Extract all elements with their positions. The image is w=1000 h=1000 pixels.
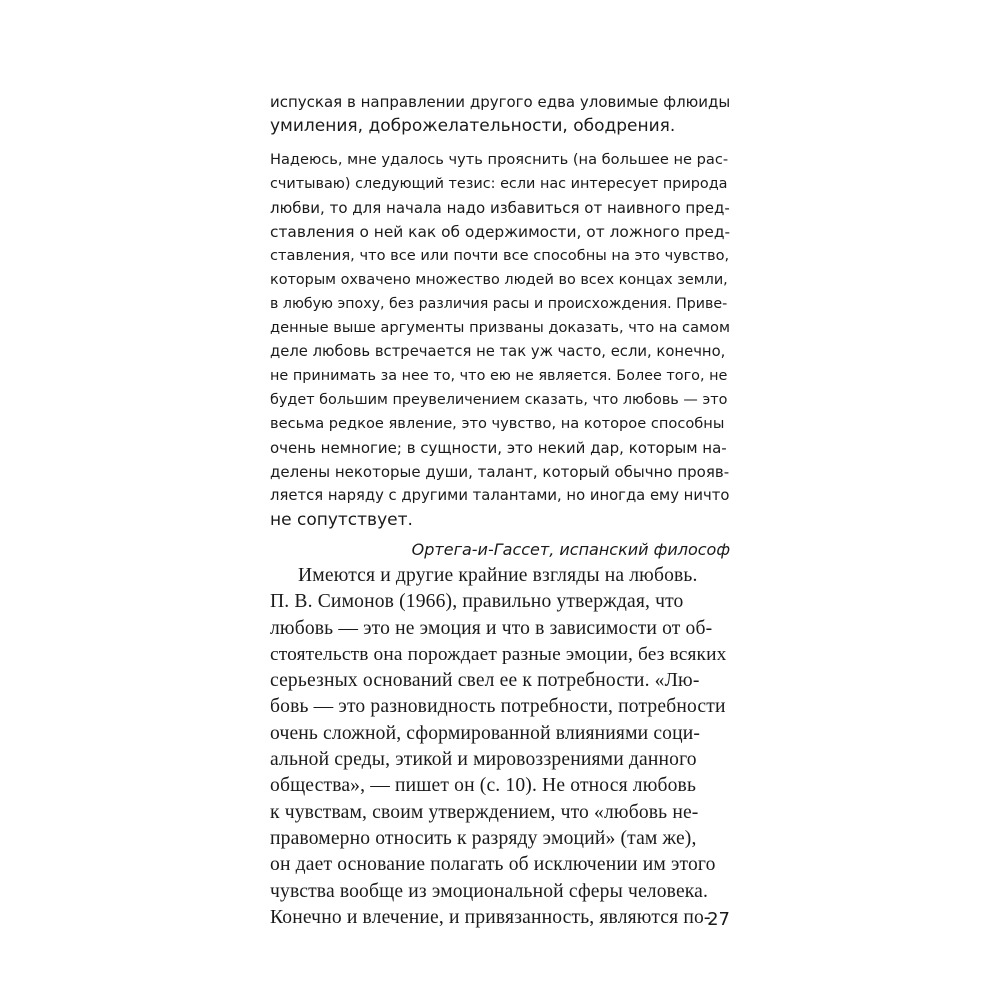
quote-line: очень немногие; в сущности, это некий дар, которым на- xyxy=(270,439,727,457)
quote-line: любви, то для начала надо избавиться от наивного пред- xyxy=(270,199,730,217)
body-text xyxy=(270,563,730,931)
quote-line: считываю) следующий тезис: если нас интересует природа xyxy=(270,176,728,192)
body-line: чувства вообще из эмоциональной сферы человека. xyxy=(270,880,709,902)
body-line: к чувствам, своим утверждением, что «любовь не- xyxy=(270,801,699,823)
quote-line: ставления, что все или почти все способны на это чувство, xyxy=(270,247,730,264)
body-line: альной среды, этикой и мировоззрениями данного xyxy=(270,749,697,771)
epigraph-quote xyxy=(270,90,730,562)
body-line: бовь — это разновидность потребности, потребности xyxy=(270,696,726,718)
quote-line: не сопутствует. xyxy=(270,510,413,530)
body-line: серьезных оснований свел ее к потребности. «Лю- xyxy=(270,670,700,692)
quote-line: деле любовь встречается не так уж часто, если, конечно, xyxy=(270,343,726,360)
quote-line: денные выше аргументы призваны доказать, что на самом xyxy=(270,319,730,336)
quote-line: которым охвачено множество людей во всех концах земли, xyxy=(270,272,728,288)
quote-line: умиления, доброжелательности, ободрения. xyxy=(270,116,676,136)
body-line: он дает основание полагать об исключении им этого xyxy=(270,854,716,876)
body-line: П. В. Симонов (1966), правильно утверждая, что xyxy=(270,591,684,613)
quote-paragraph-1 xyxy=(270,90,730,138)
quote-line: делены некоторые души, талант, который обычно прояв- xyxy=(270,463,730,481)
body-line: Конечно и влечение, и привязанность, являются по- xyxy=(270,906,711,928)
quote-line: ляется наряду с другими талантами, но иногда ему ничто xyxy=(270,487,730,504)
quote-line: Надеюсь, мне удалось чуть прояснить (на большее не рас- xyxy=(270,151,729,168)
quote-line: ставления о ней как об одержимости, от ложного пред- xyxy=(270,223,731,241)
quote-line: испуская в направлении другого едва уловимые флюиды xyxy=(270,93,731,111)
body-line: Имеются и другие крайние взгляды на любовь. xyxy=(298,565,698,586)
quote-line: будет большим преувеличением сказать, что любовь — это xyxy=(270,392,728,408)
quote-attribution: Ортега-и-Гассет, испанский философ xyxy=(411,540,730,559)
body-line: правомерно относить к разряду эмоций» (там же), xyxy=(270,827,697,849)
page-number: 27 xyxy=(707,909,730,930)
body-line: очень сложной, сформированной влияниями соци- xyxy=(270,722,701,744)
body-line: стоятельств она порождает разные эмоции, без всяких xyxy=(270,643,727,665)
body-line: общества», — пишет он (с. 10). Не относя любовь xyxy=(270,775,697,797)
quote-line: весьма редкое явление, это чувство, на которое способны xyxy=(270,415,725,432)
quote-paragraph-2 xyxy=(270,148,730,532)
quote-line: не принимать за нее то, что ею не является. Более того, не xyxy=(270,368,728,384)
quote-line: в любую эпоху, без различия расы и происхождения. Приве- xyxy=(270,296,728,312)
body-line: любовь — это не эмоция и что в зависимости от об- xyxy=(270,617,713,639)
